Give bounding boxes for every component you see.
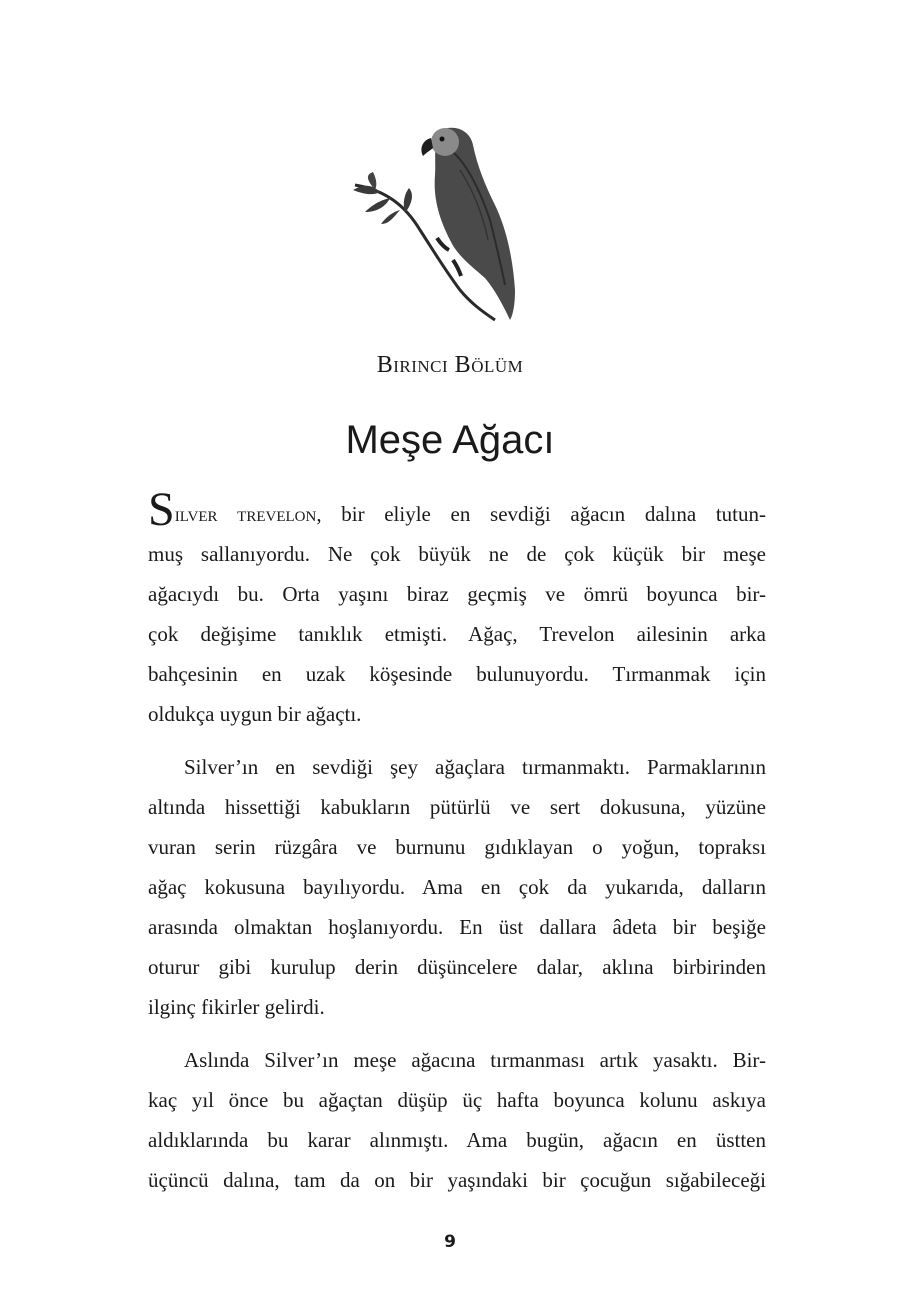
text-line: aldıklarında bu karar alınmıştı. Ama bugün, ağacın en üstten [148,1128,766,1152]
chapter-title: Meşe Ağacı [345,418,555,462]
text-line: altında hissettiği kabukların pütürlü ve sert dokusuna, yüzüne [148,795,766,819]
text-line: Silver trevelon, bir eliyle en sevdiği ağacın dalına tutun- [148,483,766,536]
paragraph [148,1040,766,1200]
text-line: bahçesinin en uzak köşesinde bulunuyordu. Tırmanmak için [148,662,766,686]
text-line: arasında olmaktan hoşlanıyordu. En üst dallara âdeta bir beşiğe [148,915,766,939]
page-number: 9 [444,1232,456,1252]
text-line: ağacıydı bu. Orta yaşını biraz geçmiş ve ömrü boyunca bir- [148,582,766,606]
chapter-label: Birinci Bölüm [376,352,524,378]
paragraph [148,747,766,1027]
text-line: ilginç fikirler gelirdi. [148,995,325,1019]
text-line: Silver’ın en sevdiği şey ağaçlara tırmanmaktı. Parmaklarının [184,755,766,779]
text-line: oturur gibi kurulup derin düşüncelere dalar, aklına birbirinden [148,955,766,979]
text-line: oldukça uygun bir ağaçtı. [148,702,362,726]
chapter-body [148,483,766,1213]
paragraph [148,483,766,734]
text-line: çok değişime tanıklık etmişti. Ağaç, Trevelon ailesinin arka [148,622,766,646]
text-line: vuran serin rüzgâra ve burnunu gıdıklayan o yoğun, topraksı [148,835,766,859]
text-line: muş sallanıyordu. Ne çok büyük ne de çok küçük bir meşe [148,542,766,566]
small-caps-name: ilver trevelon [174,502,317,526]
parrot-on-branch-icon [345,120,525,325]
text-line: üçüncü dalına, tam da on bir yaşındaki bir çocuğun sığabileceği [148,1168,766,1192]
text-line: kaç yıl önce bu ağaçtan düşüp üç hafta boyunca kolunu askıya [148,1088,766,1112]
text-line: ağaç kokusuna bayılıyordu. Ama en çok da yukarıda, dalların [148,875,766,899]
drop-cap: S [148,483,175,536]
text-line: Aslında Silver’ın meşe ağacına tırmanması artık yasaktı. Bir- [184,1048,766,1072]
